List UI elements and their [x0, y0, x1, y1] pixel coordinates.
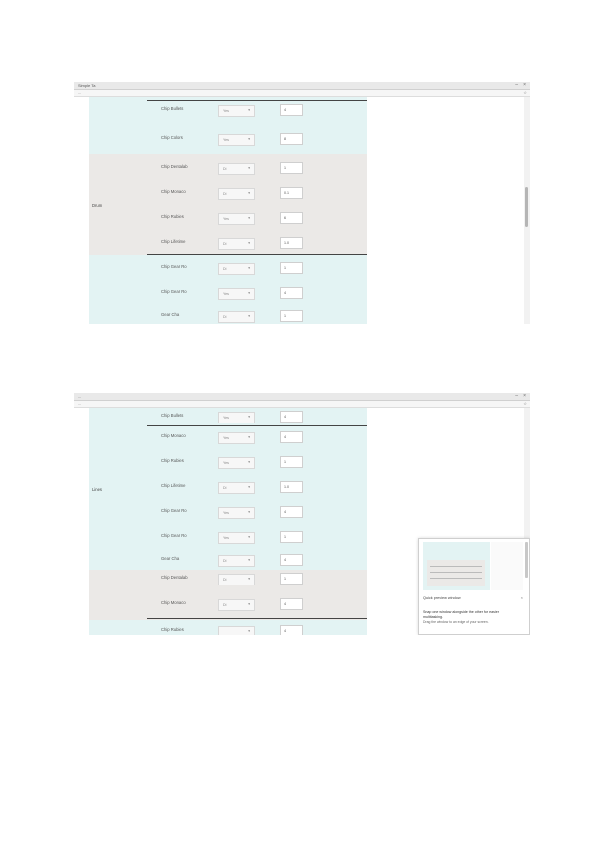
scrollbar-thumb[interactable] — [525, 187, 528, 227]
section-divider — [147, 618, 367, 619]
chevron-down-icon: ▾ — [248, 241, 250, 245]
row-select[interactable] — [218, 163, 255, 175]
row-value-input[interactable] — [280, 212, 303, 224]
row-select[interactable] — [218, 311, 255, 323]
row-select[interactable] — [218, 213, 255, 225]
window-title: Simple Ta — [78, 83, 96, 88]
group-cell — [89, 620, 147, 635]
group-cell — [89, 408, 147, 570]
close-icon[interactable]: × — [523, 82, 526, 88]
bookmark-icon[interactable]: ☆ — [523, 90, 527, 95]
row-select[interactable] — [218, 599, 255, 611]
preview-thumbnail — [423, 542, 490, 590]
row-value-input[interactable] — [280, 237, 303, 249]
title-bar — [74, 393, 530, 401]
table-row — [147, 121, 367, 154]
section-divider — [147, 100, 367, 101]
row-label: Chip Monaco — [161, 599, 186, 605]
group-cell — [89, 255, 147, 324]
select-value: Yes — [223, 435, 229, 440]
row-select[interactable] — [218, 457, 255, 469]
table-row — [147, 255, 367, 279]
table-row — [147, 179, 367, 204]
preview-blank-area — [491, 542, 523, 590]
select-value: Yes — [223, 137, 229, 142]
row-label: Chip Gear Ro — [161, 289, 187, 294]
row-select[interactable] — [218, 432, 255, 444]
select-value: Di — [223, 602, 227, 607]
preview-scrollbar — [525, 542, 528, 578]
row-label: Chip Rubies — [161, 457, 184, 463]
chevron-down-icon: ▾ — [248, 215, 250, 220]
select-value: Yes — [223, 460, 229, 465]
select-value: Yes — [223, 415, 229, 420]
chevron-down-icon: ▾ — [248, 484, 250, 489]
chevron-down-icon: ▾ — [248, 534, 250, 539]
row-select[interactable] — [218, 263, 255, 275]
address-bar[interactable] — [74, 90, 530, 97]
table-row — [147, 498, 367, 523]
select-value: Di — [223, 191, 227, 196]
row-select[interactable] — [218, 626, 255, 635]
input-value: 1 — [284, 165, 286, 170]
row-value-input[interactable] — [280, 625, 303, 635]
table-row — [147, 305, 367, 324]
row-value-input[interactable] — [280, 573, 303, 585]
select-value: Yes — [223, 510, 229, 515]
row-label: Chip Bullets — [161, 106, 184, 111]
group-cell — [89, 154, 147, 255]
row-select[interactable] — [218, 532, 255, 544]
snap-preview-popup[interactable] — [418, 538, 530, 635]
window-title: ... — [78, 394, 82, 399]
table-row — [147, 523, 367, 548]
chevron-down-icon: ▾ — [248, 136, 250, 141]
table-row — [147, 229, 367, 255]
row-value-input[interactable] — [280, 104, 303, 116]
row-label: Chip Rubies — [161, 627, 184, 632]
chevron-down-icon: ▾ — [248, 558, 250, 562]
table-row — [147, 279, 367, 305]
row-label: Chip Dentalab — [161, 163, 188, 169]
input-value: 1 — [284, 314, 286, 318]
address-bar[interactable] — [74, 401, 530, 408]
table-row — [147, 570, 367, 585]
table-row — [147, 548, 367, 570]
input-value: 4 — [284, 414, 286, 419]
chevron-down-icon: ▾ — [248, 414, 250, 419]
title-bar — [74, 82, 530, 90]
group-label: Lines — [92, 487, 103, 492]
row-label: Chip Gear Ro — [161, 507, 187, 513]
row-value-input[interactable] — [280, 598, 303, 610]
select-value: Di — [223, 577, 227, 582]
row-label: Chip Gear Ro — [161, 264, 187, 269]
select-value: Di — [223, 315, 227, 319]
table-row — [147, 473, 367, 498]
url-text: ... — [78, 402, 81, 406]
settings-table — [89, 408, 367, 635]
bookmark-icon[interactable]: ☆ — [523, 401, 527, 406]
row-value-input[interactable] — [280, 431, 303, 443]
url-text: ... — [78, 91, 81, 95]
row-select[interactable] — [218, 105, 255, 117]
browser-screenshot-bottom — [74, 393, 530, 635]
chevron-down-icon: ▾ — [248, 190, 250, 195]
select-value: Di — [223, 242, 227, 246]
input-value: 4 — [284, 434, 286, 439]
row-value-input[interactable] — [280, 411, 303, 423]
table-row — [147, 154, 367, 179]
row-select[interactable] — [218, 412, 255, 424]
row-label: Chip Monaco — [161, 432, 186, 438]
input-value: 1.0 — [284, 484, 289, 489]
row-value-input[interactable] — [280, 456, 303, 468]
preview-close-icon[interactable]: × — [520, 595, 523, 600]
preview-text: Snap one window alongside the other for easier multitasking. — [423, 610, 499, 619]
browser-screenshot-top — [74, 82, 530, 324]
chevron-down-icon: ▾ — [248, 459, 250, 464]
row-select[interactable] — [218, 134, 255, 146]
input-value: 1 — [284, 266, 286, 270]
chevron-down-icon: ▾ — [248, 266, 250, 270]
group-cell — [89, 97, 147, 154]
scrollbar[interactable] — [524, 97, 530, 324]
row-value-input[interactable] — [280, 187, 303, 199]
table-row — [147, 204, 367, 229]
settings-table — [89, 97, 367, 324]
select-value: Di — [223, 559, 227, 563]
row-label: Chip Gear Ro — [161, 532, 187, 538]
select-value: Yes — [223, 535, 229, 540]
row-label: Chip Bullets — [161, 412, 184, 418]
row-label: Chip Dentalab — [161, 574, 188, 580]
table-row — [147, 408, 367, 423]
input-value: 4 — [284, 601, 286, 606]
input-value: 6 — [284, 215, 286, 220]
chevron-down-icon: ▾ — [248, 291, 250, 295]
minimize-icon[interactable]: – — [515, 82, 518, 88]
table-row — [147, 423, 367, 448]
input-value: 8 — [284, 136, 286, 141]
select-value: Yes — [223, 216, 229, 221]
row-label: Chip Lifetime — [161, 239, 186, 244]
row-value-input[interactable] — [280, 310, 303, 322]
preview-grid — [427, 560, 485, 586]
table-row — [147, 585, 367, 620]
input-value: 4 — [284, 509, 286, 514]
group-cell — [89, 570, 147, 620]
chevron-down-icon: ▾ — [248, 576, 250, 581]
input-value: 1 — [284, 459, 286, 464]
chevron-down-icon: ▾ — [248, 108, 250, 112]
row-label: Chip Colors — [161, 134, 183, 140]
table-row — [147, 620, 367, 635]
row-select[interactable] — [218, 482, 255, 494]
row-select[interactable] — [218, 555, 255, 567]
row-label: Chip Monaco — [161, 188, 186, 194]
preview-title: Quick preview window — [423, 596, 461, 600]
row-label: Chip Lifetime — [161, 482, 186, 488]
row-value-input[interactable] — [280, 554, 303, 566]
row-select[interactable] — [218, 188, 255, 200]
chevron-down-icon: ▾ — [248, 314, 250, 318]
row-value-input[interactable] — [280, 287, 303, 299]
row-label: Gear Cha — [161, 312, 180, 317]
row-value-input[interactable] — [280, 531, 303, 543]
chevron-down-icon: ▾ — [248, 601, 250, 606]
input-value: 4 — [284, 108, 286, 112]
input-value: 4 — [284, 291, 286, 295]
select-value: Di — [223, 485, 227, 490]
input-value: 0.1 — [284, 190, 289, 195]
input-value: 1 — [284, 534, 286, 539]
row-select[interactable] — [218, 238, 255, 250]
select-value: Yes — [223, 292, 229, 296]
chevron-down-icon: ▾ — [248, 434, 250, 439]
chevron-down-icon: ▾ — [248, 509, 250, 514]
preview-subtext: Drag the window to an edge of your screen. — [423, 620, 489, 624]
row-value-input[interactable] — [280, 162, 303, 174]
input-value: 1 — [284, 576, 286, 581]
table-row — [147, 448, 367, 473]
row-select[interactable] — [218, 288, 255, 300]
page-content — [74, 97, 524, 324]
select-value: Yes — [223, 109, 229, 113]
close-icon[interactable]: × — [523, 393, 526, 399]
input-value: 4 — [284, 629, 286, 633]
chevron-down-icon: ▾ — [248, 629, 250, 633]
select-value: Di — [223, 267, 227, 271]
row-value-input[interactable] — [280, 506, 303, 518]
section-divider — [147, 425, 367, 426]
row-value-input[interactable] — [280, 481, 303, 493]
section-divider — [147, 254, 367, 255]
row-label: Gear Cha — [161, 556, 180, 561]
row-value-input[interactable] — [280, 262, 303, 274]
minimize-icon[interactable]: – — [515, 393, 518, 399]
chevron-down-icon: ▾ — [248, 165, 250, 170]
input-value: 1.0 — [284, 241, 289, 245]
input-value: 4 — [284, 558, 286, 562]
row-label: Chip Rubies — [161, 213, 184, 219]
row-select[interactable] — [218, 507, 255, 519]
row-select[interactable] — [218, 574, 255, 586]
row-value-input[interactable] — [280, 133, 303, 145]
select-value: Di — [223, 166, 227, 171]
group-label: Drum — [92, 202, 103, 208]
